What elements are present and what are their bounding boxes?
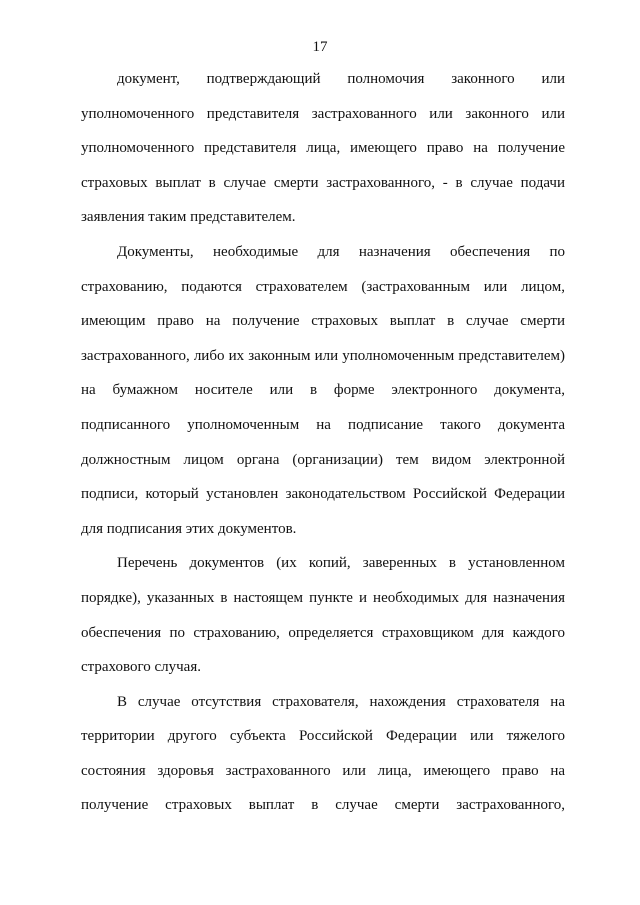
text-line: застрахованного, либо их законным или уполномоченным представителем) bbox=[81, 347, 565, 364]
text-line: обеспечения по страхованию, определяется страховщиком для каждого bbox=[81, 624, 565, 641]
text-line: уполномоченного представителя лица, имеющего право на получение bbox=[81, 140, 565, 157]
page-number: 17 bbox=[312, 39, 328, 55]
paragraph bbox=[81, 546, 565, 684]
paragraph bbox=[81, 62, 565, 235]
text-line: подписи, который установлен законодательством Российской Федерации bbox=[81, 486, 565, 503]
text-line: Перечень документов (их копий, заверенных в установленном bbox=[117, 555, 565, 572]
text-line: документ, подтверждающий полномочия законного или bbox=[117, 71, 565, 87]
text-line: В случае отсутствия страхователя, нахождения страхователя на bbox=[117, 693, 565, 710]
text-line: подписанного уполномоченным на подписание такого документа bbox=[81, 416, 565, 433]
text-line: порядке), указанных в настоящем пункте и необходимых для назначения bbox=[81, 589, 565, 606]
text-line: заявления таким представителем. bbox=[81, 209, 296, 226]
text-line: территории другого субъекта Российской Федерации или тяжелого bbox=[81, 728, 565, 745]
text-line: получение страховых выплат в случае смерти застрахованного, bbox=[81, 797, 565, 814]
text-line: страховых выплат в случае смерти застрахованного, - в случае подачи bbox=[81, 174, 565, 191]
text-line: страхового случая. bbox=[81, 659, 201, 676]
paragraph bbox=[81, 685, 565, 823]
text-line: состояния здоровья застрахованного или лица, имеющего право на bbox=[81, 762, 565, 779]
paragraph bbox=[81, 235, 565, 546]
text-line: должностным лицом органа (организации) тем видом электронной bbox=[81, 451, 565, 468]
document-body bbox=[81, 62, 565, 823]
text-line: на бумажном носителе или в форме электронного документа, bbox=[81, 382, 565, 399]
text-line: уполномоченного представителя застрахованного или законного или bbox=[81, 105, 565, 122]
text-line: имеющим право на получение страховых выплат в случае смерти bbox=[81, 313, 565, 330]
text-line: Документы, необходимые для назначения обеспечения по bbox=[117, 243, 565, 260]
text-line: страхованию, подаются страхователем (застрахованным или лицом, bbox=[81, 278, 565, 295]
text-line: для подписания этих документов. bbox=[81, 520, 297, 537]
